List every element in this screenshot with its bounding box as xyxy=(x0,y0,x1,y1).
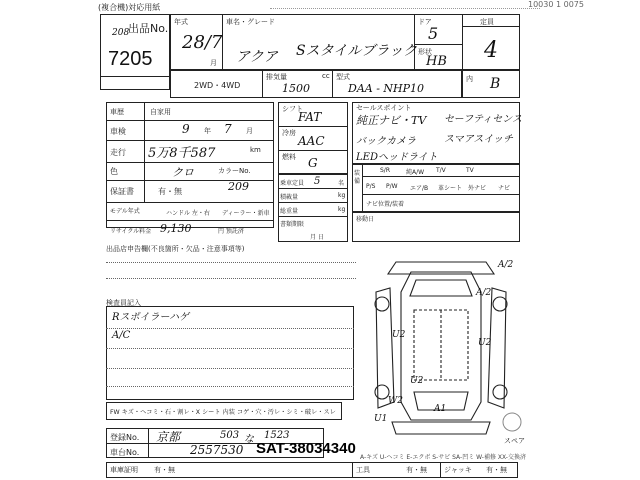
year-label: 年式 xyxy=(174,18,188,26)
header-line xyxy=(270,8,540,9)
equip-item: 革シート xyxy=(438,185,463,192)
sales-point: LEDヘッドライト xyxy=(356,152,438,163)
equip-item: T/V xyxy=(436,167,446,174)
divider xyxy=(352,462,353,478)
lot-small-number: 208 xyxy=(112,28,130,38)
inspector-note: Rスポイラーハゲ xyxy=(112,312,190,323)
equip-item: 純A/W xyxy=(406,169,425,176)
shaken-month: 7 xyxy=(224,122,232,136)
inspector-label: 検査員記入 xyxy=(106,299,141,307)
shaken-unit-year: 年 xyxy=(204,127,211,135)
load-label: 積載量 xyxy=(280,194,299,201)
year-unit: 月 xyxy=(210,59,217,67)
divider xyxy=(106,120,274,121)
spare-label: スペア xyxy=(504,437,525,445)
divider xyxy=(262,70,263,98)
capacity-value: 4 xyxy=(484,38,498,63)
divider xyxy=(362,164,363,212)
sales-point: 純正ナビ・TV xyxy=(356,114,427,127)
color-label: 色 xyxy=(110,167,118,176)
dotted-line xyxy=(106,262,356,263)
shaken-label: 車検 xyxy=(110,127,126,136)
sales-point: バックカメラ xyxy=(356,136,416,147)
fuel-value: G xyxy=(308,156,318,170)
equip-item: TV xyxy=(466,167,474,174)
score-value: B xyxy=(490,76,501,92)
lot-number: 7205 xyxy=(108,48,153,70)
weight-unit: kg xyxy=(338,206,346,213)
dealer-options: ディーラー・新車 xyxy=(222,210,270,217)
dotted-line xyxy=(106,328,354,329)
divider xyxy=(106,140,274,141)
damage-mark: W2 xyxy=(388,396,403,406)
capacity-load-value: 5 xyxy=(314,176,321,187)
divider xyxy=(278,126,348,127)
divider xyxy=(278,150,348,151)
damage-mark: A/2 xyxy=(476,288,492,298)
recycle-value: 9,130 xyxy=(160,222,192,235)
equip-item: P/S xyxy=(366,183,376,190)
color-value: クロ xyxy=(172,166,194,179)
tools-label: 工具 xyxy=(356,466,370,474)
sales-points-label: セールスポイント xyxy=(356,104,412,112)
car-name-value: アクア xyxy=(236,49,278,65)
divider xyxy=(332,70,333,98)
warranty-label: 保証書 xyxy=(110,187,134,196)
divider xyxy=(278,216,348,217)
equip-item: 外ナビ xyxy=(468,185,487,192)
divider xyxy=(462,26,520,27)
divider xyxy=(414,44,462,45)
divider xyxy=(148,428,149,458)
damage-mark: A/2 xyxy=(498,260,514,270)
model-value: DAA - NHP10 xyxy=(348,82,425,95)
damage-mark: U1 xyxy=(374,414,388,424)
car-name-label: 車名・グレード xyxy=(226,18,275,26)
displacement-label: 排気量 xyxy=(266,73,287,81)
shaken-year: 9 xyxy=(182,122,190,136)
inspector-note: A/C xyxy=(112,330,131,341)
equipment-label: 装備 xyxy=(354,170,361,185)
registration-label: 登録No. xyxy=(110,433,140,442)
lot-label: 出品No. xyxy=(128,22,169,35)
remarks-box xyxy=(352,212,520,242)
doc-expiry-unit: 月 日 xyxy=(310,234,324,241)
jack-options: 有・無 xyxy=(486,466,507,474)
divider xyxy=(106,202,274,203)
door-label: ドア xyxy=(418,18,432,26)
equip-item: S/R xyxy=(380,167,390,174)
damage-mark: U2 xyxy=(392,330,406,340)
report-label: 出品店申告欄(不良箇所・欠品・注意事項等) xyxy=(106,245,245,253)
capacity-load-unit: 名 xyxy=(338,180,345,187)
year-value: 28/7 xyxy=(182,32,223,53)
mileage-label: 走行 xyxy=(110,148,126,157)
recycle-unit: 円 預託済 xyxy=(218,228,244,235)
divider xyxy=(106,162,274,163)
lot-divider xyxy=(100,76,170,77)
door-value: 5 xyxy=(428,24,439,43)
damage-mark: U2 xyxy=(478,338,492,348)
damage-mark: A1 xyxy=(434,404,447,414)
divider xyxy=(440,462,441,478)
vin-label: 車台No. xyxy=(110,448,140,457)
equip-item: ナビ xyxy=(498,185,511,192)
ac-value: AAC xyxy=(298,134,325,148)
equip-item: ナビ位置/装着 xyxy=(366,201,405,208)
capacity-load-label: 乗車定員 xyxy=(280,180,305,187)
car-grade-value: Sスタイルブラック xyxy=(296,43,418,59)
doc-expiry-label: 書類期限 xyxy=(280,221,305,228)
divider xyxy=(462,70,520,71)
fw-row: FW キズ・ヘコミ・石・割レ・X シート 内装 コゲ・穴・汚レ・シミ・破レ・スレ xyxy=(110,409,336,416)
mileage-unit: km xyxy=(250,146,261,154)
vin-value: 2557530 xyxy=(190,443,244,457)
divider xyxy=(144,102,145,202)
registration-region: 京都 xyxy=(156,430,181,444)
form-title: (複合機)対応用紙 xyxy=(98,3,161,12)
divider xyxy=(106,220,274,221)
jack-label: ジャッキ xyxy=(444,466,472,474)
history-value: 自家用 xyxy=(150,108,171,116)
damage-mark: U2 xyxy=(410,376,424,386)
color-no-label: カラーNo. xyxy=(218,167,251,175)
top-right-partial: 10030 1 0075 xyxy=(528,0,584,9)
registration-plate: 1523 xyxy=(264,430,290,441)
sales-point: スマアスイッチ xyxy=(444,134,513,145)
shift-label: シフト xyxy=(282,105,303,113)
tools-options: 有・無 xyxy=(406,466,427,474)
weight-label: 総重量 xyxy=(280,208,299,215)
registration-kana: な xyxy=(244,434,254,445)
divider xyxy=(278,188,348,189)
dotted-line xyxy=(106,368,354,369)
shape-label: 形状 xyxy=(418,48,432,56)
equip-item: エア/B xyxy=(410,185,429,192)
footer-codes: A-キズ U-ヘコミ E-エクボ S-サビ SA-凹ミ W-補修 XX-交換済 xyxy=(360,454,526,461)
score-label: 内 xyxy=(466,75,473,83)
registration-number: 503 xyxy=(220,430,240,441)
divider xyxy=(362,176,520,177)
history-label: 車歴 xyxy=(110,108,124,116)
fuel-label: 燃料 xyxy=(282,153,296,161)
model-label: 型式 xyxy=(336,73,350,81)
load-unit: kg xyxy=(338,192,346,199)
drive-label: 2WD・4WD xyxy=(194,81,241,90)
remarks-label: 移動日 xyxy=(356,216,375,223)
dotted-line xyxy=(106,278,356,279)
divider xyxy=(362,194,520,195)
color-no-value: 209 xyxy=(228,180,249,193)
shaken-unit-month: 月 xyxy=(246,127,253,135)
shape-value: HB xyxy=(426,54,447,69)
dotted-line xyxy=(106,348,354,349)
warranty-options: 有・無 xyxy=(158,187,182,196)
equip-item: P/W xyxy=(386,183,398,190)
recycle-label: リサイクル料金 xyxy=(110,228,152,235)
model-year-label: モデル年式 xyxy=(110,208,140,215)
cert-label: 車庫証明 xyxy=(110,466,138,474)
capacity-label: 定員 xyxy=(480,18,494,26)
watermark: SAT-38034340 xyxy=(256,440,356,457)
sales-point: セーフティセンス xyxy=(444,114,522,125)
handle-options: ハンドル 左・右 xyxy=(166,210,210,217)
displacement-value: 1500 xyxy=(282,82,310,95)
ac-label: 冷房 xyxy=(282,129,296,137)
divider xyxy=(278,202,348,203)
dotted-line xyxy=(106,386,354,387)
cert-options: 有・無 xyxy=(154,466,175,474)
displacement-unit: cc xyxy=(322,72,330,80)
mileage-value: 5万8千587 xyxy=(148,146,216,161)
shift-value: FAT xyxy=(298,110,322,124)
